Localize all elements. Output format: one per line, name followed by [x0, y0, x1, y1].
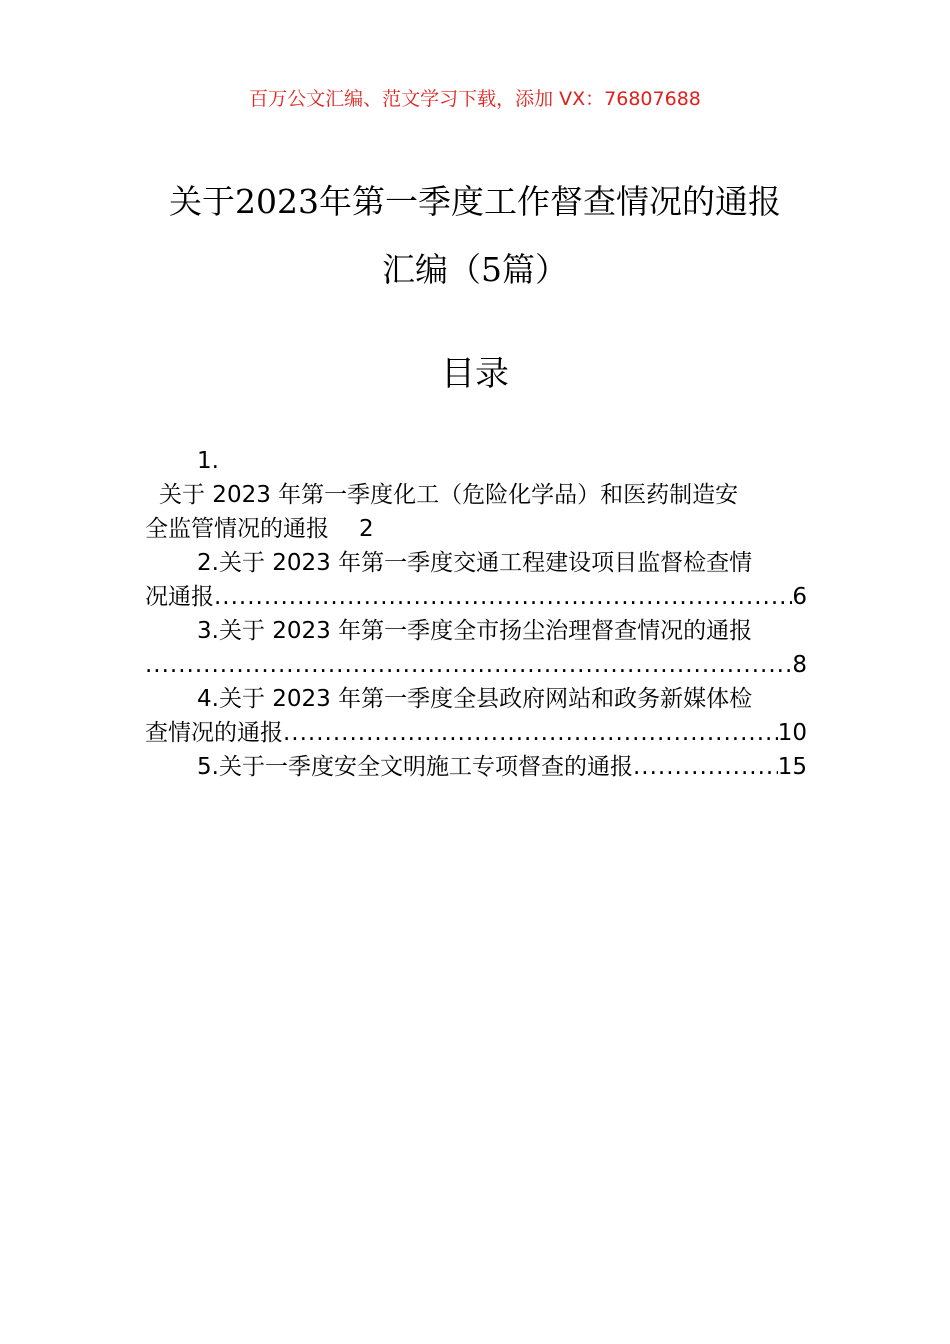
- toc-entry-title-line: 关于 2023 年第一季度化工（危险化学品）和医药制造安: [159, 482, 739, 508]
- toc-dot-leader: [283, 716, 778, 750]
- toc-entry-title-line: [145, 512, 807, 546]
- toc-entry-page-number: 6: [792, 584, 807, 610]
- toc-entry-page-number: 8: [792, 652, 807, 678]
- toc-entry-1[interactable]: [145, 444, 807, 546]
- toc-dot-leader: [145, 648, 792, 682]
- toc-entry-title-text: 5.关于一季度安全文明施工专项督查的通报: [197, 754, 633, 780]
- toc-entry-page-number: 15: [777, 754, 807, 780]
- toc-entry-title-line: 3.关于 2023 年第一季度全市扬尘治理督查情况的通报: [197, 618, 753, 644]
- header-watermark-note: 百万公文汇编、范文学习下载，添加 VX：76807688: [249, 88, 701, 110]
- toc-entry-leader-line: [145, 750, 807, 784]
- toc-entry-5[interactable]: [145, 750, 807, 784]
- toc-entry-leader-line: [145, 716, 807, 750]
- toc-entry-page-number: 10: [777, 720, 807, 746]
- toc-entry-3[interactable]: [145, 614, 807, 682]
- toc-entry-4[interactable]: [145, 682, 807, 750]
- toc-entry-title-text: 查情况的通报: [145, 720, 283, 746]
- document-title-line-2: 汇编（5篇）: [382, 250, 568, 289]
- toc-entry-title-text: 全监管情况的通报: [145, 516, 329, 542]
- toc-entry-title-line: 4.关于 2023 年第一季度全县政府网站和政务新媒体检: [197, 686, 753, 712]
- document-title-line-1: 关于2023年第一季度工作督查情况的通报: [169, 182, 781, 221]
- toc-entry-2[interactable]: [145, 546, 807, 614]
- toc-entry-number: 1.: [197, 448, 219, 474]
- toc-entry-title-text: 况通报: [145, 584, 214, 610]
- toc-entry-title-line: 2.关于 2023 年第一季度交通工程建设项目监督检查情: [197, 550, 753, 576]
- toc-entry-page-number: 2: [359, 516, 374, 542]
- toc-entry-leader-line: [145, 648, 807, 682]
- toc-dot-leader: [633, 750, 778, 784]
- toc-heading: 目录: [441, 354, 509, 394]
- table-of-contents: [145, 444, 807, 784]
- toc-entry-leader-line: [145, 580, 807, 614]
- toc-dot-leader: [214, 580, 792, 614]
